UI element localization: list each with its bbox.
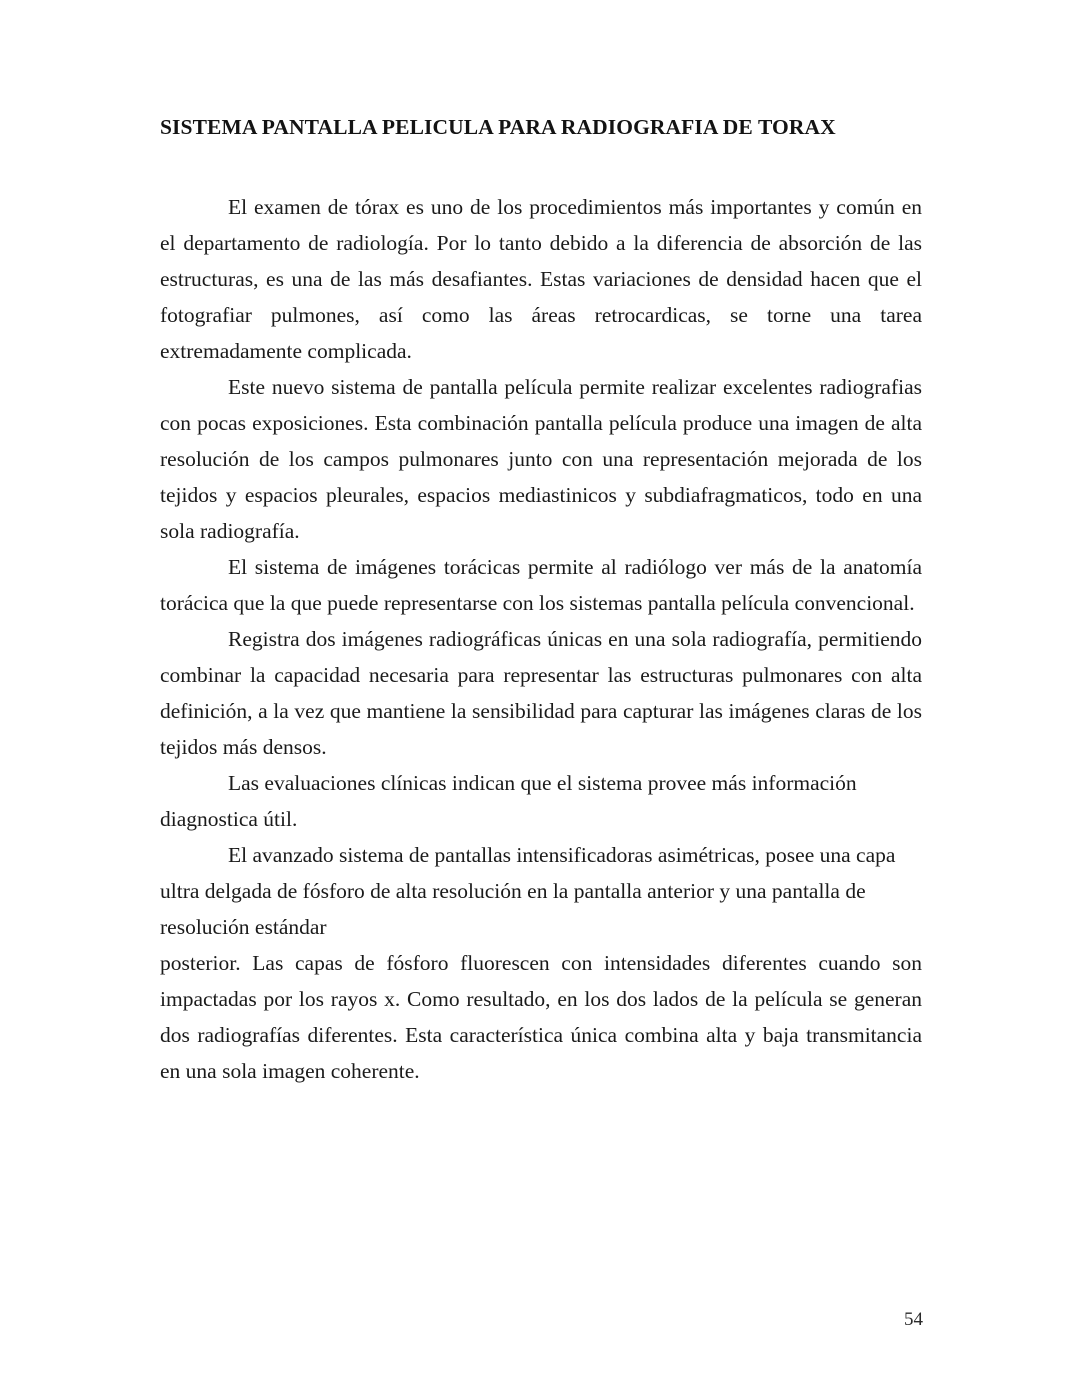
paragraph-text: Las evaluaciones clínicas indican que el sistema provee más información diagnostica útil.	[160, 771, 857, 831]
paragraph-text: Este nuevo sistema de pantalla película permite realizar excelentes radiografias con pocas exposiciones. Esta combinación pantalla película produce una imagen de alta resolución de los campos pulmonares junto con una representación mejorada de los tejidos y espacios pleurales, espacios mediastinicos y subdiafragmaticos, todo en una sola radiografía.	[160, 375, 922, 543]
body-paragraph	[160, 621, 922, 765]
paragraph-text: El avanzado sistema de pantallas intensificadoras asimétricas, posee una capa ultra delgada de fósforo de alta resolución en la pantalla anterior y una pantalla de resolución estándar	[160, 843, 896, 939]
paragraph-text: El examen de tórax es uno de los procedimientos más importantes y común en el departamento de radiología. Por lo tanto debido a la diferencia de absorción de las estructuras, es una de las más desafiantes. Estas variaciones de densidad hacen que el fotografiar pulmones, así como las áreas retrocardicas, se torne una tarea extremadamente complicada.	[160, 195, 922, 363]
body-paragraph	[160, 765, 922, 837]
page-title: SISTEMA PANTALLA PELICULA PARA RADIOGRAFIA DE TORAX	[160, 115, 836, 139]
page-number: 54	[904, 1309, 923, 1330]
body-paragraph	[160, 837, 922, 945]
paragraph-text: Registra dos imágenes radiográficas únicas en una sola radiografía, permitiendo combinar la capacidad necesaria para representar las estructuras pulmonares con alta definición, a la vez que mantiene la sensibilidad para capturar las imágenes claras de los tejidos más densos.	[160, 627, 922, 759]
body-paragraph	[160, 549, 922, 621]
title-body-spacer	[160, 142, 922, 189]
paragraph-text: El sistema de imágenes torácicas permite al radiólogo ver más de la anatomía torácica que la que puede representarse con los sistemas pantalla película convencional.	[160, 555, 922, 615]
body-paragraph	[160, 945, 922, 1089]
body-paragraph	[160, 189, 922, 369]
page-content	[160, 112, 922, 1089]
paragraph-text: posterior. Las capas de fósforo fluorescen con intensidades diferentes cuando son impactadas por los rayos x. Como resultado, en los dos lados de la película se generan dos radiografías diferentes. Esta característica única combina alta y baja transmitancia en una sola imagen coherente.	[160, 951, 922, 1083]
body-paragraph	[160, 369, 922, 549]
